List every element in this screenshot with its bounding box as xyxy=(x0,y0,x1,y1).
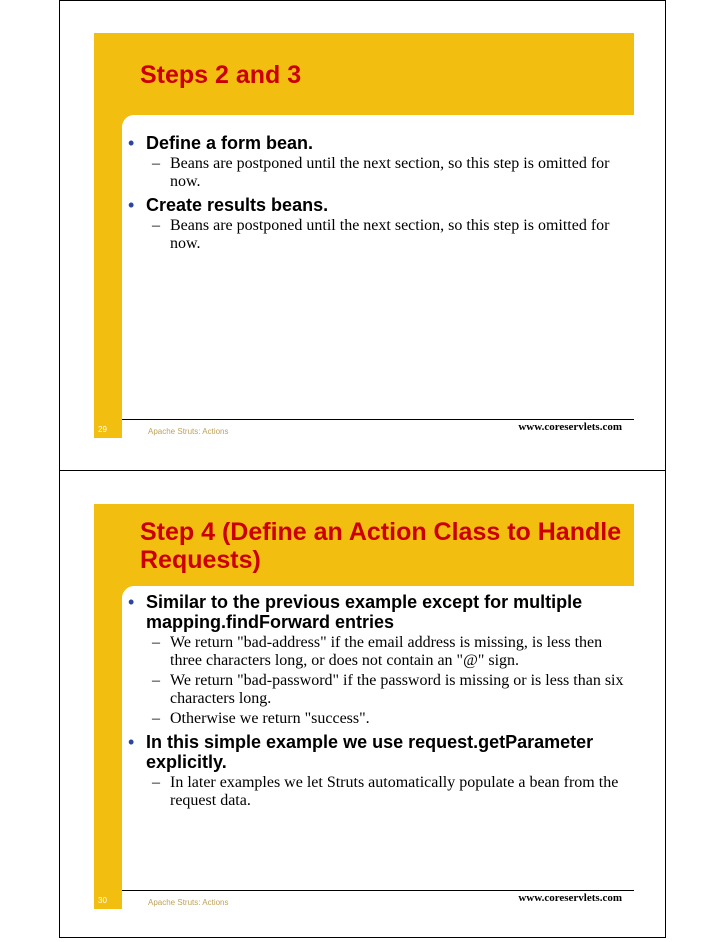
slide-number: 30 xyxy=(98,896,107,905)
dash-icon: – xyxy=(152,672,160,689)
bullet-item xyxy=(128,195,628,215)
sub-bullet-text: In later examples we let Struts automatically populate a bean from the request data. xyxy=(170,774,619,809)
sub-bullet-text: Otherwise we return "success". xyxy=(170,710,370,727)
footer-rule xyxy=(122,890,634,891)
dash-icon: – xyxy=(152,634,160,651)
sub-bullet-text: We return "bad-address" if the email address is missing, is less then three characters long, or does not contain an "@" sign. xyxy=(170,634,603,669)
dash-icon: – xyxy=(152,710,160,727)
bullet-dot-icon: • xyxy=(128,133,135,153)
sub-bullet-item xyxy=(152,155,628,191)
slide-30 xyxy=(94,504,634,909)
footer-rule xyxy=(122,419,634,420)
sub-bullet-item xyxy=(152,672,628,708)
slide-29 xyxy=(94,33,634,438)
bullet-item xyxy=(128,732,628,772)
slide-content xyxy=(128,129,628,253)
footer-url: www.coreservlets.com xyxy=(518,892,622,904)
left-accent-bar xyxy=(94,33,122,438)
bullet-text: In this simple example we use request.getParameter explicitly. xyxy=(146,732,594,772)
sub-bullet-item xyxy=(152,774,628,810)
bullet-item xyxy=(128,592,628,632)
sub-bullet-text: Beans are postponed until the next section, so this step is omitted for now. xyxy=(170,217,610,252)
bullet-text: Similar to the previous example except for multiple mapping.findForward entries xyxy=(146,592,583,632)
dash-icon: – xyxy=(152,774,160,791)
slide-number: 29 xyxy=(98,425,107,434)
slide-title: Step 4 (Define an Action Class to Handle Requests) xyxy=(140,518,622,574)
bullet-text: Define a form bean. xyxy=(146,133,314,153)
sub-bullet-item xyxy=(152,217,628,253)
corner-fold xyxy=(122,115,134,127)
footer-left-text: Apache Struts: Actions xyxy=(148,898,229,907)
bullet-dot-icon: • xyxy=(128,732,135,752)
dash-icon: – xyxy=(152,155,160,172)
sub-bullet-text: We return "bad-password" if the password is missing or is less than six characters long. xyxy=(170,672,624,707)
slide-title: Steps 2 and 3 xyxy=(140,61,302,89)
left-accent-bar xyxy=(94,504,122,909)
bullet-dot-icon: • xyxy=(128,592,135,612)
bullet-text: Create results beans. xyxy=(146,195,329,215)
footer-url: www.coreservlets.com xyxy=(518,421,622,433)
page-divider xyxy=(59,470,666,471)
footer-left-text: Apache Struts: Actions xyxy=(148,427,229,436)
bullet-dot-icon: • xyxy=(128,195,135,215)
bullet-item xyxy=(128,133,628,153)
slide-content xyxy=(128,588,628,810)
sub-bullet-item xyxy=(152,634,628,670)
dash-icon: – xyxy=(152,217,160,234)
sub-bullet-text: Beans are postponed until the next section, so this step is omitted for now. xyxy=(170,155,610,190)
sub-bullet-item xyxy=(152,710,628,728)
